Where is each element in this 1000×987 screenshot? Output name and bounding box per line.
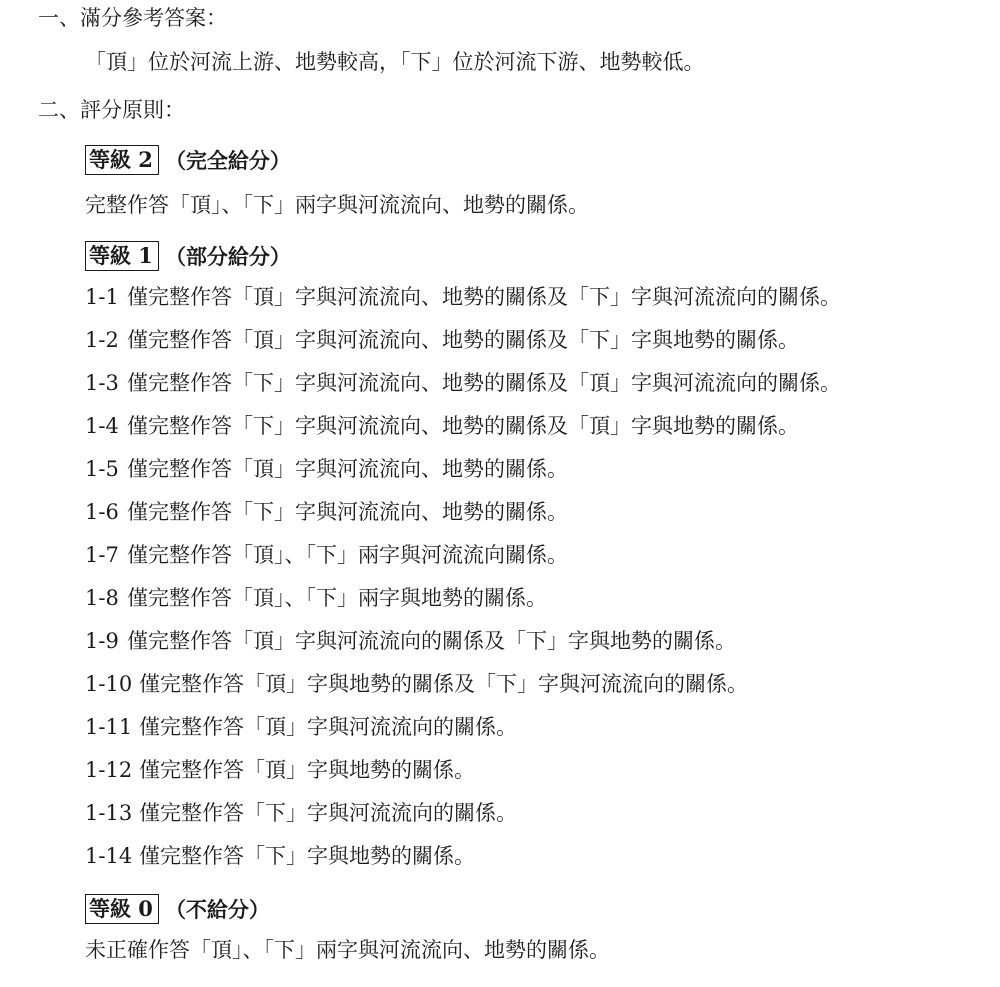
list-item <box>85 373 841 394</box>
item-code: 1-7 <box>85 543 119 567</box>
item-code: 1-12 <box>85 758 133 782</box>
list-item <box>85 330 799 351</box>
list-item <box>85 545 568 566</box>
list-item <box>85 674 748 695</box>
grade-1-desc: （部分給分） <box>164 243 291 269</box>
section1-heading: 一、滿分參考答案： <box>38 6 227 30</box>
item-code: 1-6 <box>85 500 119 524</box>
grade-0-text: 未正確作答「頂」、「下」兩字與河流流向、地勢的關係。 <box>85 938 610 962</box>
item-text: 僅完整作答「頂」字與河流流向、地勢的關係。 <box>127 457 568 481</box>
item-text: 僅完整作答「頂」字與河流流向的關係。 <box>139 715 517 739</box>
item-code: 1-3 <box>85 371 119 395</box>
item-code: 1-8 <box>85 586 119 610</box>
grade-2-text: 完整作答「頂」、「下」兩字與河流流向、地勢的關係。 <box>85 193 589 217</box>
item-text: 僅完整作答「下」字與地勢的關係。 <box>139 844 475 868</box>
item-text: 僅完整作答「下」字與河流流向的關係。 <box>139 801 517 825</box>
list-item <box>85 502 568 523</box>
list-item <box>85 416 799 437</box>
item-code: 1-9 <box>85 629 119 653</box>
list-item <box>85 803 517 824</box>
grade-0-desc: （不給分） <box>164 896 270 922</box>
list-item <box>85 287 841 308</box>
grade-2-desc: （完全給分） <box>164 147 291 173</box>
item-text: 僅完整作答「頂」、「下」兩字與地勢的關係。 <box>127 586 547 610</box>
item-code: 1-11 <box>85 715 133 739</box>
item-text: 僅完整作答「頂」、「下」兩字與河流流向關係。 <box>127 543 568 567</box>
item-text: 僅完整作答「頂」字與河流流向的關係及「下」字與地勢的關係。 <box>127 629 736 653</box>
grade-2-label: 等級 2 <box>85 145 159 175</box>
item-text: 僅完整作答「下」字與河流流向、地勢的關係及「頂」字與地勢的關係。 <box>127 414 799 438</box>
item-code: 1-13 <box>85 801 133 825</box>
item-code: 1-5 <box>85 457 119 481</box>
item-text: 僅完整作答「頂」字與河流流向、地勢的關係及「下」字與地勢的關係。 <box>127 328 799 352</box>
grade-0-header <box>85 894 270 924</box>
item-code: 1-4 <box>85 414 119 438</box>
grade-0-label: 等級 0 <box>85 894 159 924</box>
list-item <box>85 459 568 480</box>
item-code: 1-1 <box>85 285 119 309</box>
list-item <box>85 588 547 609</box>
list-item <box>85 717 517 738</box>
grade-2-header <box>85 145 291 175</box>
item-code: 1-10 <box>85 672 133 696</box>
list-item <box>85 760 475 781</box>
list-item <box>85 846 475 867</box>
section2-heading: 二、評分原則： <box>38 98 185 122</box>
item-text: 僅完整作答「下」字與河流流向、地勢的關係。 <box>127 500 568 524</box>
item-code: 1-2 <box>85 328 119 352</box>
item-text: 僅完整作答「頂」字與河流流向、地勢的關係及「下」字與河流流向的關係。 <box>127 285 841 309</box>
item-code: 1-14 <box>85 844 133 868</box>
full-score-answer: 「頂」位於河流上游、地勢較高，「下」位於河流下游、地勢較低。 <box>85 50 705 74</box>
item-text: 僅完整作答「頂」字與地勢的關係。 <box>139 758 475 782</box>
grade-1-label: 等級 1 <box>85 241 159 271</box>
item-text: 僅完整作答「下」字與河流流向、地勢的關係及「頂」字與河流流向的關係。 <box>127 371 841 395</box>
grade-1-header <box>85 241 291 271</box>
list-item <box>85 631 736 652</box>
item-text: 僅完整作答「頂」字與地勢的關係及「下」字與河流流向的關係。 <box>139 672 748 696</box>
